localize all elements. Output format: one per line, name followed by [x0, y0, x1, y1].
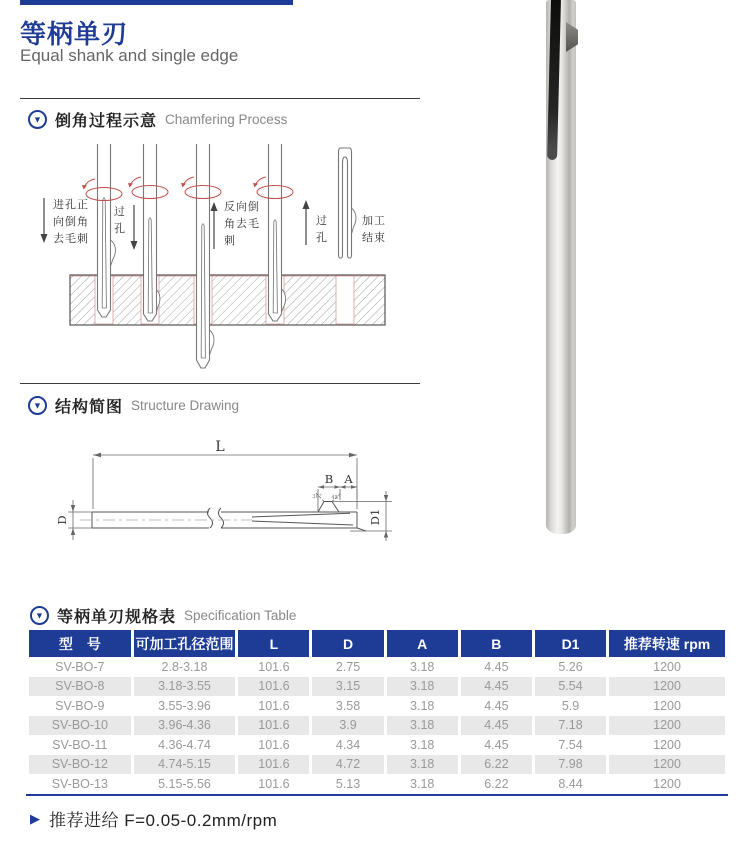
table-cell: 4.45: [484, 737, 509, 752]
table-cell: 1200: [653, 659, 681, 674]
table-cell: 3.18-3.55: [134, 677, 236, 697]
table-cell: 4.36-4.74: [158, 737, 211, 752]
step-label: 过孔: [114, 206, 126, 236]
rotation-indicator-icon: [82, 177, 293, 201]
table-cell: 7.54: [558, 737, 583, 752]
section-title-cn: 结构简图: [55, 399, 124, 416]
triangle-down-glyph: ▼: [35, 610, 44, 621]
table-cell: SV-BO-9: [55, 698, 105, 713]
table-cell: 3.96-4.36: [134, 716, 236, 736]
table-cell: 8.44: [558, 776, 583, 791]
col-header: 可加工孔径范围: [134, 630, 236, 657]
angle-label: 45°: [331, 495, 341, 501]
page-title: 等柄单刃: [20, 19, 129, 49]
table-cell: 101.6: [258, 737, 290, 752]
step-label: 进孔正向倒角去毛刺: [53, 199, 89, 246]
triangle-down-glyph: ▼: [33, 400, 42, 411]
table-cell: 1200: [609, 755, 725, 775]
section-title-en: Specification Table: [184, 608, 297, 623]
table-cell: 3.18: [410, 659, 435, 674]
section-header-spec: [30, 604, 296, 627]
table-cell: 101.6: [258, 659, 290, 674]
table-row: [29, 657, 725, 677]
table-cell: SV-BO-13: [51, 776, 108, 791]
table-cell: 4.45: [484, 698, 509, 713]
table-row: [29, 774, 725, 794]
page-subtitle: Equal shank and single edge: [20, 46, 239, 65]
table-cell: 101.6: [238, 755, 309, 775]
table-cell: 5.9: [561, 698, 580, 713]
section-bullet-icon: [28, 396, 47, 415]
table-cell: 5.26: [558, 659, 583, 674]
play-icon: ▶: [30, 811, 40, 826]
table-cell: SV-BO-11: [52, 737, 108, 752]
triangle-down-glyph: ▼: [33, 114, 42, 125]
col-header: B: [461, 630, 532, 657]
section-divider: [20, 98, 420, 99]
tool-blade: [566, 22, 578, 52]
table-cell: 1200: [653, 737, 681, 752]
dim-label-D: D: [55, 515, 69, 525]
table-row: [29, 696, 725, 716]
table-cell: 4.45: [461, 677, 532, 697]
table-row: [29, 755, 725, 775]
step-label: 过孔: [316, 215, 328, 245]
dim-label-A: A: [344, 472, 353, 486]
table-cell: 3.18: [410, 698, 435, 713]
table-cell: 4.74-5.15: [134, 755, 236, 775]
table-row: [29, 716, 725, 736]
table-cell: 3.18: [410, 737, 435, 752]
col-header: A: [387, 630, 458, 657]
table-cell: SV-BO-7: [55, 659, 105, 674]
col-header: 型 号: [29, 630, 131, 657]
table-cell: SV-BO-12: [29, 755, 131, 775]
table-cell: 2.75: [335, 659, 361, 674]
table-cell: 7.18: [535, 716, 606, 736]
dim-label-B: B: [324, 472, 334, 486]
tool-step-5: [339, 148, 356, 258]
table-cell: 1200: [609, 677, 725, 697]
feed-up-arrow-icon: [209, 201, 219, 251]
table-cell: SV-BO-8: [29, 677, 131, 697]
step-label: 反向倒角去毛刺: [224, 201, 260, 248]
table-header-row: [29, 630, 725, 657]
table-cell: 5.54: [535, 677, 606, 697]
table-cell: 1200: [653, 698, 681, 713]
spec-table: [26, 630, 728, 796]
table-cell: 3.9: [312, 716, 383, 736]
section-bullet-icon: [30, 606, 49, 625]
col-header: D1: [535, 630, 606, 657]
table-cell: 3.18: [387, 755, 458, 775]
table-cell: 4.45: [461, 716, 532, 736]
footer-note: [30, 806, 277, 831]
table-cell: 7.98: [535, 755, 606, 775]
table-row: [29, 735, 725, 755]
table-cell: 4.45: [484, 659, 509, 674]
section-title-cn: 倒角过程示意: [55, 113, 158, 130]
tool-outline: [80, 493, 366, 532]
feed-up-arrow-icon: [301, 199, 311, 247]
dim-label-L: L: [215, 439, 225, 455]
table-cell: 1200: [653, 776, 681, 791]
col-header: D: [312, 630, 383, 657]
table-cell: 6.22: [461, 755, 532, 775]
table-cell: 4.34: [335, 737, 361, 752]
table-cell: 101.6: [238, 677, 309, 697]
table-cell: 101.6: [258, 776, 290, 791]
section-header-chamfering: [28, 108, 287, 131]
table-cell: 3.58: [335, 698, 361, 713]
feed-recommendation: 推荐进给 F=0.05-0.2mm/rpm: [49, 811, 278, 830]
col-header: L: [238, 630, 309, 657]
table-cell: 2.8-3.18: [161, 659, 208, 674]
structure-diagram: [20, 425, 420, 573]
table-cell: 3.15: [312, 677, 383, 697]
table-cell: 6.22: [484, 776, 509, 791]
col-header: 推荐转速 rpm: [609, 630, 725, 657]
table-cell: 101.6: [258, 698, 290, 713]
feed-down-arrow-icon: [39, 196, 49, 244]
chamfering-diagram: [20, 142, 420, 377]
section-bullet-icon: [28, 110, 47, 129]
table-cell: 5.15-5.56: [158, 776, 211, 791]
tool-step-3: [197, 144, 214, 368]
table-cell: 4.72: [312, 755, 383, 775]
table-cell: 3.55-3.96: [158, 698, 211, 713]
tool-step-2: [144, 144, 160, 321]
table-cell: 5.13: [335, 776, 361, 791]
dim-label-D1: D1: [368, 508, 382, 526]
workpiece-block: [70, 275, 385, 325]
section-header-structure: [28, 394, 239, 417]
angle-label: 30°: [312, 494, 322, 500]
tool-photo: [540, 0, 588, 540]
feed-down-arrow-icon: [129, 203, 139, 251]
tool-step-4: [269, 144, 286, 321]
table-cell: SV-BO-10: [29, 716, 131, 736]
step-label: 加工结束: [362, 215, 386, 245]
table-cell: 3.18: [387, 716, 458, 736]
table-cell: 3.18: [410, 776, 435, 791]
section-title-en: Chamfering Process: [165, 112, 288, 127]
section-title-en: Structure Drawing: [131, 398, 240, 413]
table-cell: 3.18: [387, 677, 458, 697]
table-row: [29, 677, 725, 697]
section-title-cn: 等柄单刃规格表: [57, 609, 177, 626]
table-cell: 1200: [609, 716, 725, 736]
table-cell: 101.6: [238, 716, 309, 736]
top-accent-bar: [20, 0, 293, 5]
section-divider: [20, 383, 420, 384]
